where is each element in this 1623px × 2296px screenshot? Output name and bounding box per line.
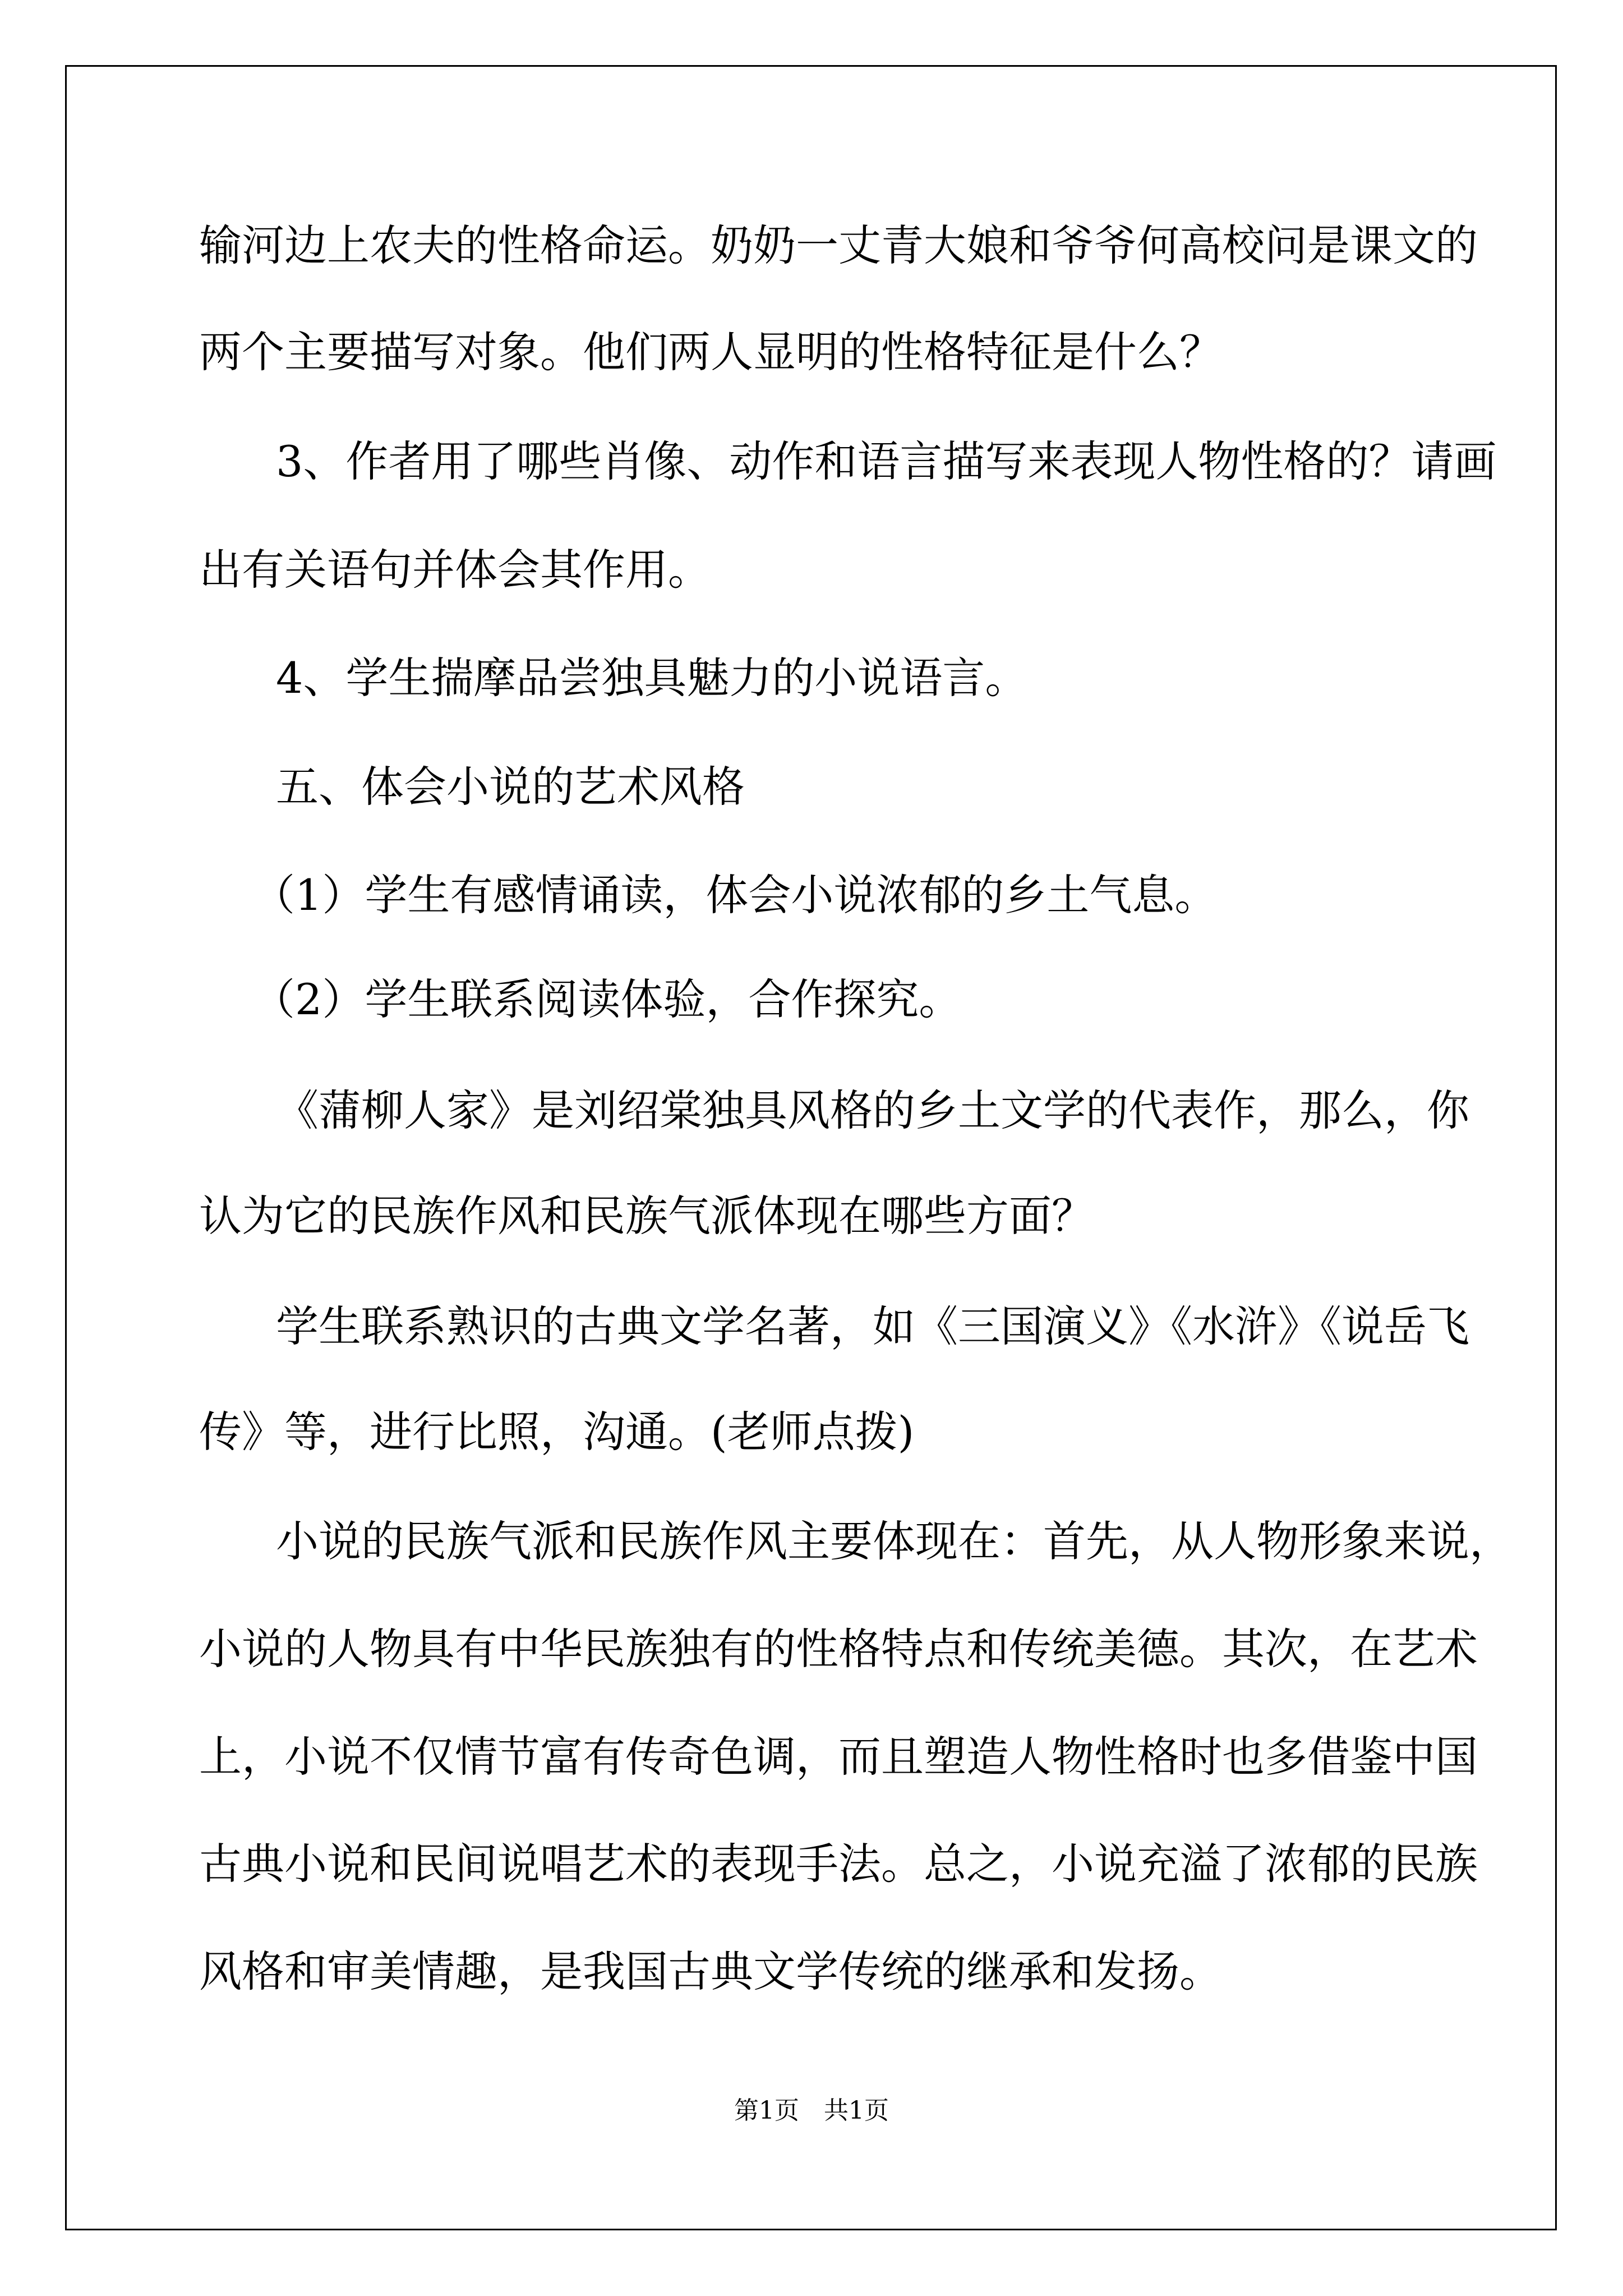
text-line-3: 3、作者用了哪些肖像、动作和语言描写来表现人物性格的？请画 [276, 436, 1497, 486]
text-line-13: 小说的民族气派和民族作风主要体现在：首先，从人物形象来说， [276, 1516, 1512, 1566]
page-border [65, 65, 1557, 2230]
text-line-5: 4、学生揣摩品尝独具魅力的小说语言。 [276, 653, 1028, 703]
text-line-2: 两个主要描写对象。他们两人显明的性格特征是什么？ [199, 327, 1222, 377]
text-line-17: 风格和审美情趣，是我国古典文学传统的继承和发扬。 [199, 1947, 1222, 1996]
text-line-16: 古典小说和民间说唱艺术的表现手法。总之，小说充溢了浓郁的民族 [199, 1839, 1478, 1889]
text-line-11: 学生联系熟识的古典文学名著，如《三国演义》《水浒》《说岳飞 [276, 1301, 1469, 1351]
text-line-15: 上，小说不仅情节富有传奇色调，而且塑造人物性格时也多借鉴中国 [199, 1732, 1478, 1782]
text-line-12: 传》等，进行比照，沟通。(老师点拨) [199, 1407, 915, 1457]
text-line-4: 出有关语句并体会其作用。 [199, 545, 711, 595]
text-line-7: （1）学生有感情诵读，体会小说浓郁的乡土气息。 [252, 870, 1218, 920]
text-line-9: 《蒲柳人家》是刘绍棠独具风格的乡土文学的代表作，那么，你 [276, 1085, 1469, 1135]
text-line-10: 认为它的民族作风和民族气派体现在哪些方面？ [199, 1191, 1094, 1241]
text-line-1: 输河边上农夫的性格命运。奶奶一丈青大娘和爷爷何高校问是课文的 [199, 220, 1478, 270]
text-line-14: 小说的人物具有中华民族独有的性格特点和传统美德。其次，在艺术 [199, 1624, 1478, 1674]
section-heading: 五、体会小说的艺术风格 [276, 762, 745, 812]
text-line-8: （2）学生联系阅读体验，合作探究。 [252, 974, 962, 1024]
page-footer: 第1页 共1页 [734, 2096, 889, 2125]
